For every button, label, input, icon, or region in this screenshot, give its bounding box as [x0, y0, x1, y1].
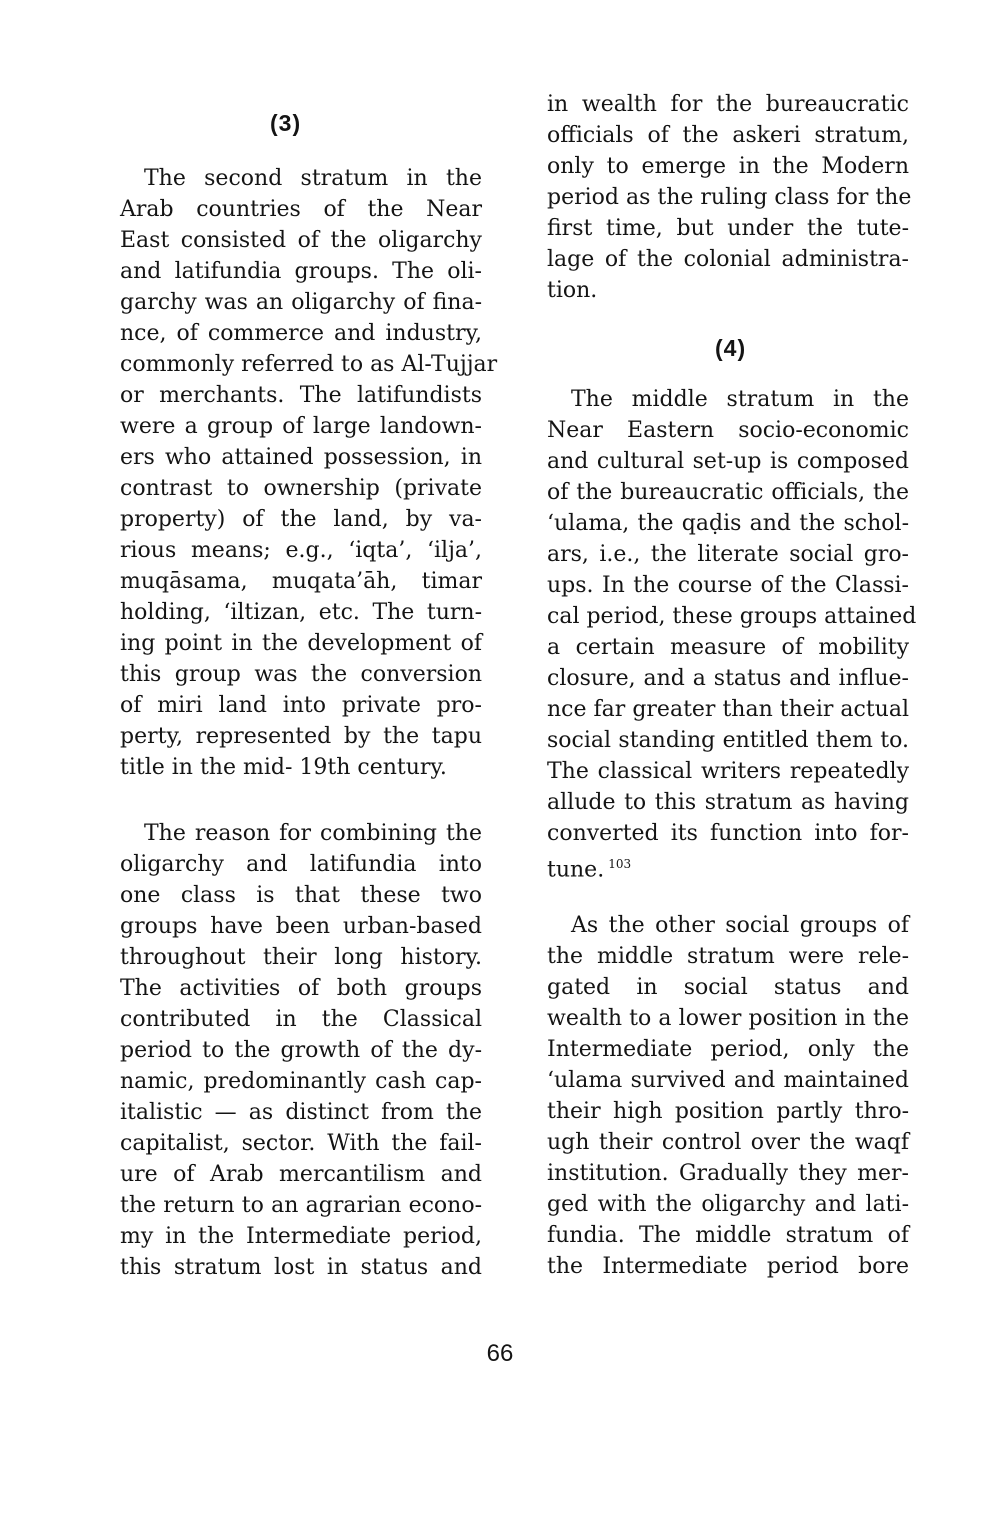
- text-line: fundia. The middle stratum of: [547, 1223, 909, 1248]
- text-line: ars, i.e., the literate social gro-: [547, 542, 909, 567]
- text-line: rious means; e.g., ‘iqta’, ‘ilja’,: [120, 538, 482, 563]
- text-line: lage of the colonial administra-: [547, 247, 909, 272]
- text-line: Arab countries of the Near: [120, 197, 482, 222]
- text-line: nce far greater than their actual: [547, 697, 909, 722]
- text-line: commonly referred to as Al-Tujjar: [120, 352, 498, 377]
- text-line: in wealth for the bureaucratic: [547, 92, 909, 117]
- text-line: ure of Arab mercantilism and: [120, 1162, 482, 1187]
- text-line: capitalist, sector. With the fail-: [120, 1131, 482, 1156]
- text-line: only to emerge in the Modern: [547, 154, 909, 179]
- text-line: or merchants. The latifundists: [120, 383, 482, 408]
- text-line: contributed in the Classical: [120, 1007, 482, 1032]
- text-line: perty, represented by the tapu: [120, 724, 482, 749]
- text-line: a certain measure of mobility: [547, 635, 909, 660]
- text-line: were a group of large landown-: [120, 414, 482, 439]
- text-line: wealth to a lower position in the: [547, 1006, 909, 1031]
- paragraph-combining-reason: [120, 818, 482, 1283]
- text-line: property) of the land, by va-: [120, 507, 482, 532]
- paragraph-other-groups: [547, 910, 909, 1282]
- text-line: East consisted of the oligarchy: [120, 228, 482, 253]
- text-line: ged with the oligarchy and lati-: [547, 1192, 909, 1217]
- text-line: of miri land into private pro-: [120, 693, 482, 718]
- text-line-with-footnote: [547, 849, 909, 883]
- text-line: cal period, these groups attained: [547, 604, 917, 629]
- paragraph-middle-stratum: [547, 384, 917, 883]
- text-line: throughout their long history.: [120, 945, 482, 970]
- text-line: my in the Intermediate period,: [120, 1224, 482, 1249]
- text-line: social standing entitled them to.: [547, 728, 909, 753]
- text-line: ups. In the course of the Classi-: [547, 573, 909, 598]
- text-line: muqāsama, muqata’āh, timar: [120, 569, 482, 594]
- text-line: and latifundia groups. The oli-: [120, 259, 482, 284]
- text-line: one class is that these two: [120, 883, 482, 908]
- text-line: ugh their control over the waqf: [547, 1130, 909, 1155]
- text-line: period to the growth of the dy-: [120, 1038, 482, 1063]
- text-line: of the bureaucratic officials, the: [547, 480, 909, 505]
- text-line: oligarchy and latifundia into: [120, 852, 482, 877]
- text-line: this group was the conversion: [120, 662, 482, 687]
- text-line: The middle stratum in the: [571, 387, 909, 412]
- section-heading-3: (3): [270, 110, 302, 136]
- text-line: The second stratum in the: [144, 166, 482, 191]
- text-line: As the other social groups of: [571, 913, 909, 938]
- text-line: ‘ulama, the qaḍis and the schol-: [547, 511, 909, 536]
- text-line: The reason for combining the: [144, 821, 482, 846]
- text-line: allude to this stratum as having: [547, 790, 909, 815]
- text-line: the return to an agrarian econo-: [120, 1193, 482, 1218]
- text-line: nce, of commerce and industry,: [120, 321, 482, 346]
- footnote-reference: 103: [608, 857, 632, 871]
- text-fragment: tune.: [547, 857, 605, 883]
- text-line: The activities of both groups: [120, 976, 482, 1001]
- text-line: the middle stratum were rele-: [547, 944, 909, 969]
- text-line: Near Eastern socio-economic: [547, 418, 909, 443]
- text-line: officials of the askeri stratum,: [547, 123, 909, 148]
- text-line: contrast to ownership (private: [120, 476, 482, 501]
- text-line: tion.: [547, 278, 598, 303]
- text-line: this stratum lost in status and: [120, 1255, 482, 1280]
- text-line: garchy was an oligarchy of fina-: [120, 290, 482, 315]
- text-line: holding, ‘iltizan, etc. The turn-: [120, 600, 482, 625]
- text-line: italistic — as distinct from the: [120, 1100, 482, 1125]
- text-line: gated in social status and: [547, 975, 909, 1000]
- page-number: 66: [486, 1340, 514, 1367]
- text-line: Intermediate period, only the: [547, 1037, 909, 1062]
- text-line: title in the mid- 19th century.: [120, 755, 447, 780]
- text-line: groups have been urban-based: [120, 914, 482, 939]
- section-heading-4: (4): [715, 335, 747, 361]
- text-line: converted its function into for-: [547, 821, 909, 846]
- text-line: ers who attained possession, in: [120, 445, 482, 470]
- text-line: ‘ulama survived and maintained: [547, 1068, 909, 1093]
- text-line: ing point in the development of: [120, 631, 482, 656]
- text-line: namic, predominantly cash cap-: [120, 1069, 482, 1094]
- text-line: The classical writers repeatedly: [547, 759, 909, 784]
- text-line: their high position partly thro-: [547, 1099, 909, 1124]
- text-line: and cultural set-up is composed: [547, 449, 909, 474]
- text-line: the Intermediate period bore: [547, 1254, 909, 1279]
- paragraph-second-stratum: [120, 163, 498, 783]
- text-line: period as the ruling class for the: [547, 185, 912, 210]
- text-line: institution. Gradually they mer-: [547, 1161, 909, 1186]
- text-line: first time, but under the tute-: [547, 216, 909, 241]
- text-line: closure, and a status and influe-: [547, 666, 909, 691]
- paragraph-continuation: [547, 89, 912, 306]
